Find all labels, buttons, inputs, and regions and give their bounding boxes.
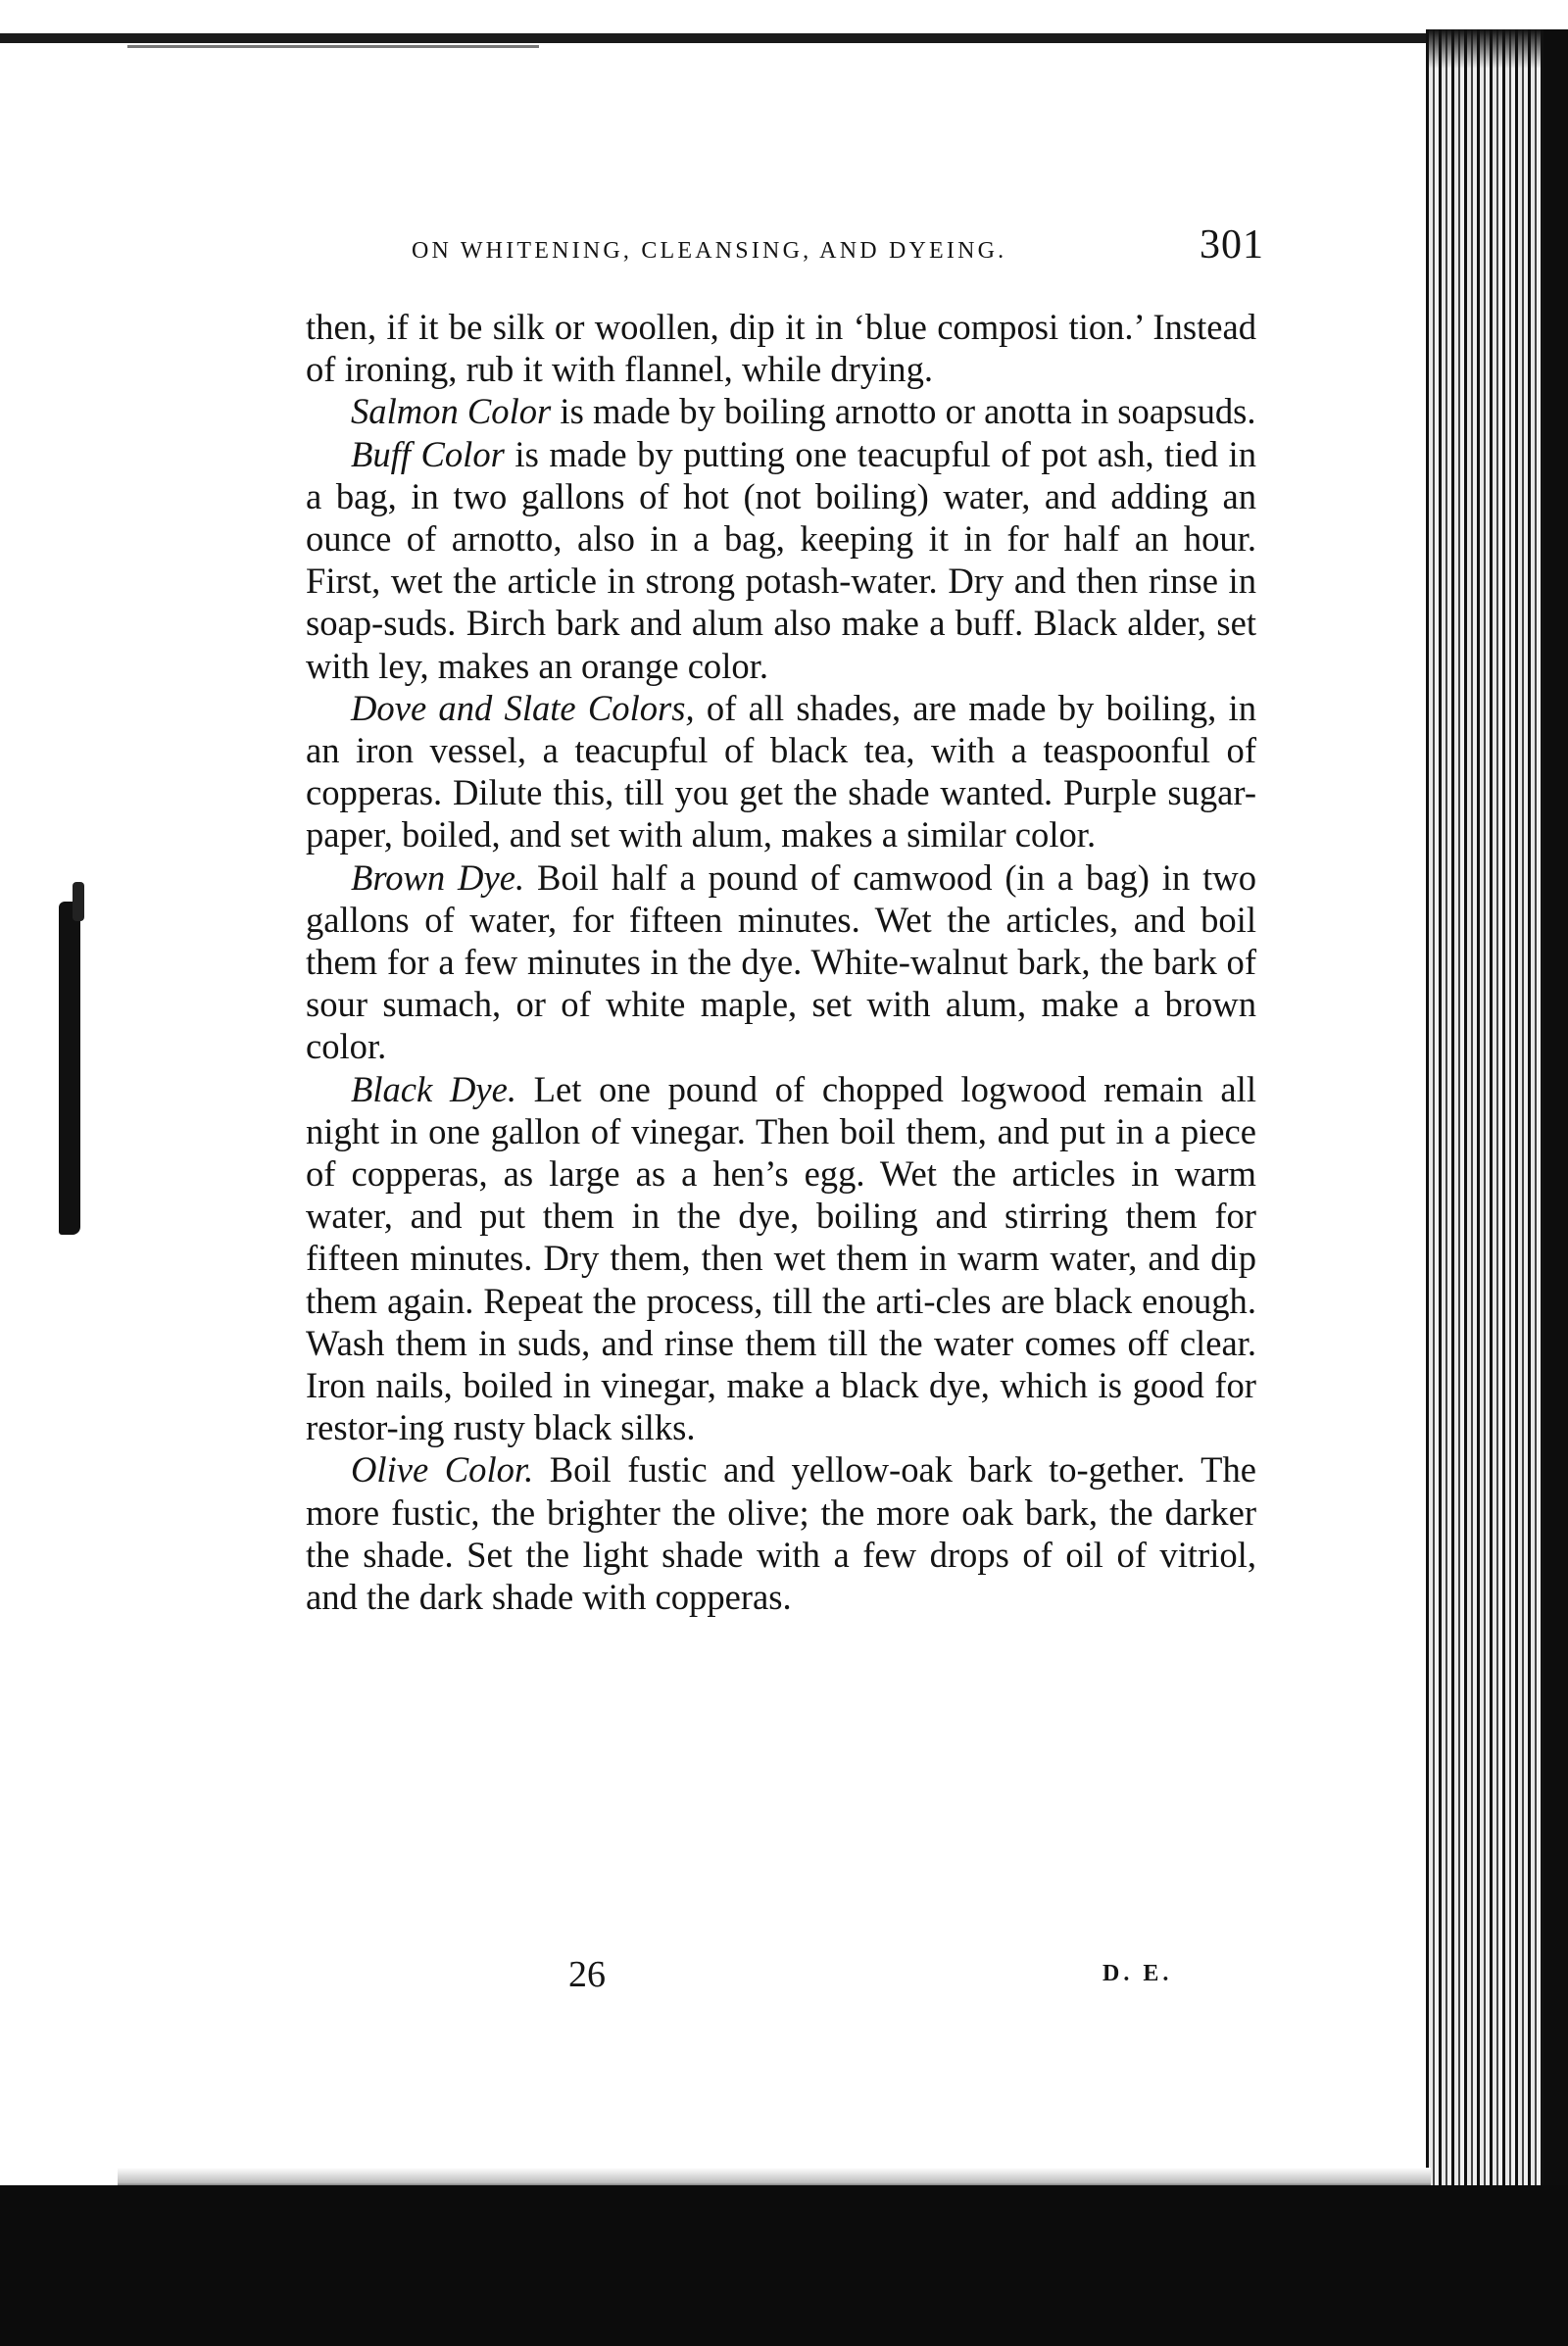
paragraph-continuation: [306, 306, 1256, 390]
paragraph-text: is made by boiling arnotto or anotta in soapsuds.: [551, 391, 1256, 432]
paragraph-brown-dye: [306, 856, 1256, 1068]
book-page-edges-shadow: [1426, 29, 1544, 69]
paragraph-heading: Buff Color: [351, 433, 505, 474]
book-right-border: [1544, 29, 1568, 2346]
running-head: ON WHITENING, CLEANSING, AND DYEING.: [412, 238, 1007, 264]
paragraph-buff-color: [306, 433, 1256, 687]
paragraph-heading: Dove and Slate Colors,: [351, 687, 695, 728]
page-header: [412, 221, 1264, 280]
signature-mark: 26: [568, 1954, 606, 1995]
paragraph-text: is made by putting one teacupful of pot ash, tied in a bag, in two gallons of hot (not boiling) water, and adding an ounce of arnotto, also in a bag, keeping it in for half an hour. First, wet the article in strong potash-water. Dry and then rinse in soap-suds. Birch bark and alum also make a buff. Black alder, set with ley, makes an orange color.: [306, 433, 1256, 686]
page-body: [306, 306, 1256, 1618]
paragraph-heading: Brown Dye.: [351, 856, 525, 898]
paragraph-heading: Salmon Color: [351, 391, 552, 432]
paragraph-heading: Black Dye.: [351, 1068, 516, 1109]
paragraph-text: Boil half a pound of camwood (in a bag) in two gallons of water, for fifteen minutes. Wet the articles, and boil them for a few minutes in the dye. White-walnut bark, the bark of sour sumach, or of white maple, set with alum, make a brown color.: [306, 856, 1256, 1067]
paragraph-salmon-color: [306, 390, 1256, 432]
scan-left-margin-mark-top: [73, 882, 84, 921]
paragraph-text: then, if it be silk or woollen, dip it in ‘blue composi tion.’ Instead of ironing, rub it with flannel, while drying.: [306, 307, 1256, 390]
paragraph-black-dye: [306, 1068, 1256, 1449]
paragraph-text: of all shades, are made by boiling, in an iron vessel, a teacupful of black tea, with a teaspoonful of copperas. Dilute this, till you get the shade wanted. Purple sugar-paper, boiled, and set with alum, makes a similar color.: [306, 687, 1256, 855]
paragraph-text: Boil fustic and yellow-oak bark to-gether. The more fustic, the brighter the olive; the more oak bark, the darker the shade. Set the light shade with a few drops of oil of vitriol, and the dark shade with copperas.: [306, 1449, 1256, 1618]
page-number: 301: [1200, 222, 1264, 268]
catchword: D. E.: [1102, 1961, 1173, 1986]
page-footer: [306, 1953, 1256, 2002]
scan-top-rule: [0, 33, 1455, 43]
paragraph-heading: Olive Color.: [351, 1449, 534, 1491]
paragraph-dove-slate-colors: [306, 687, 1256, 856]
paragraph-olive-color: [306, 1448, 1256, 1618]
scan-top-rule-thin: [127, 45, 539, 48]
scan-bottom-band: [0, 2185, 1568, 2346]
paragraph-text: Let one pound of chopped logwood remain all night in one gallon of vinegar. Then boil them, and put in a piece of copperas, as large as a hen’s egg. Wet the articles in warm water, and put them in the dye, boiling and stirring them for fifteen minutes. Dry them, then wet them in warm water, and dip them again. Repeat the process, till the arti-cles are black enough. Wash them in suds, and rinse them till the water comes off clear. Iron nails, boiled in vinegar, make a black dye, which is good for restor-ing rusty black silks.: [306, 1068, 1256, 1448]
scan-left-margin-mark: [59, 902, 80, 1235]
